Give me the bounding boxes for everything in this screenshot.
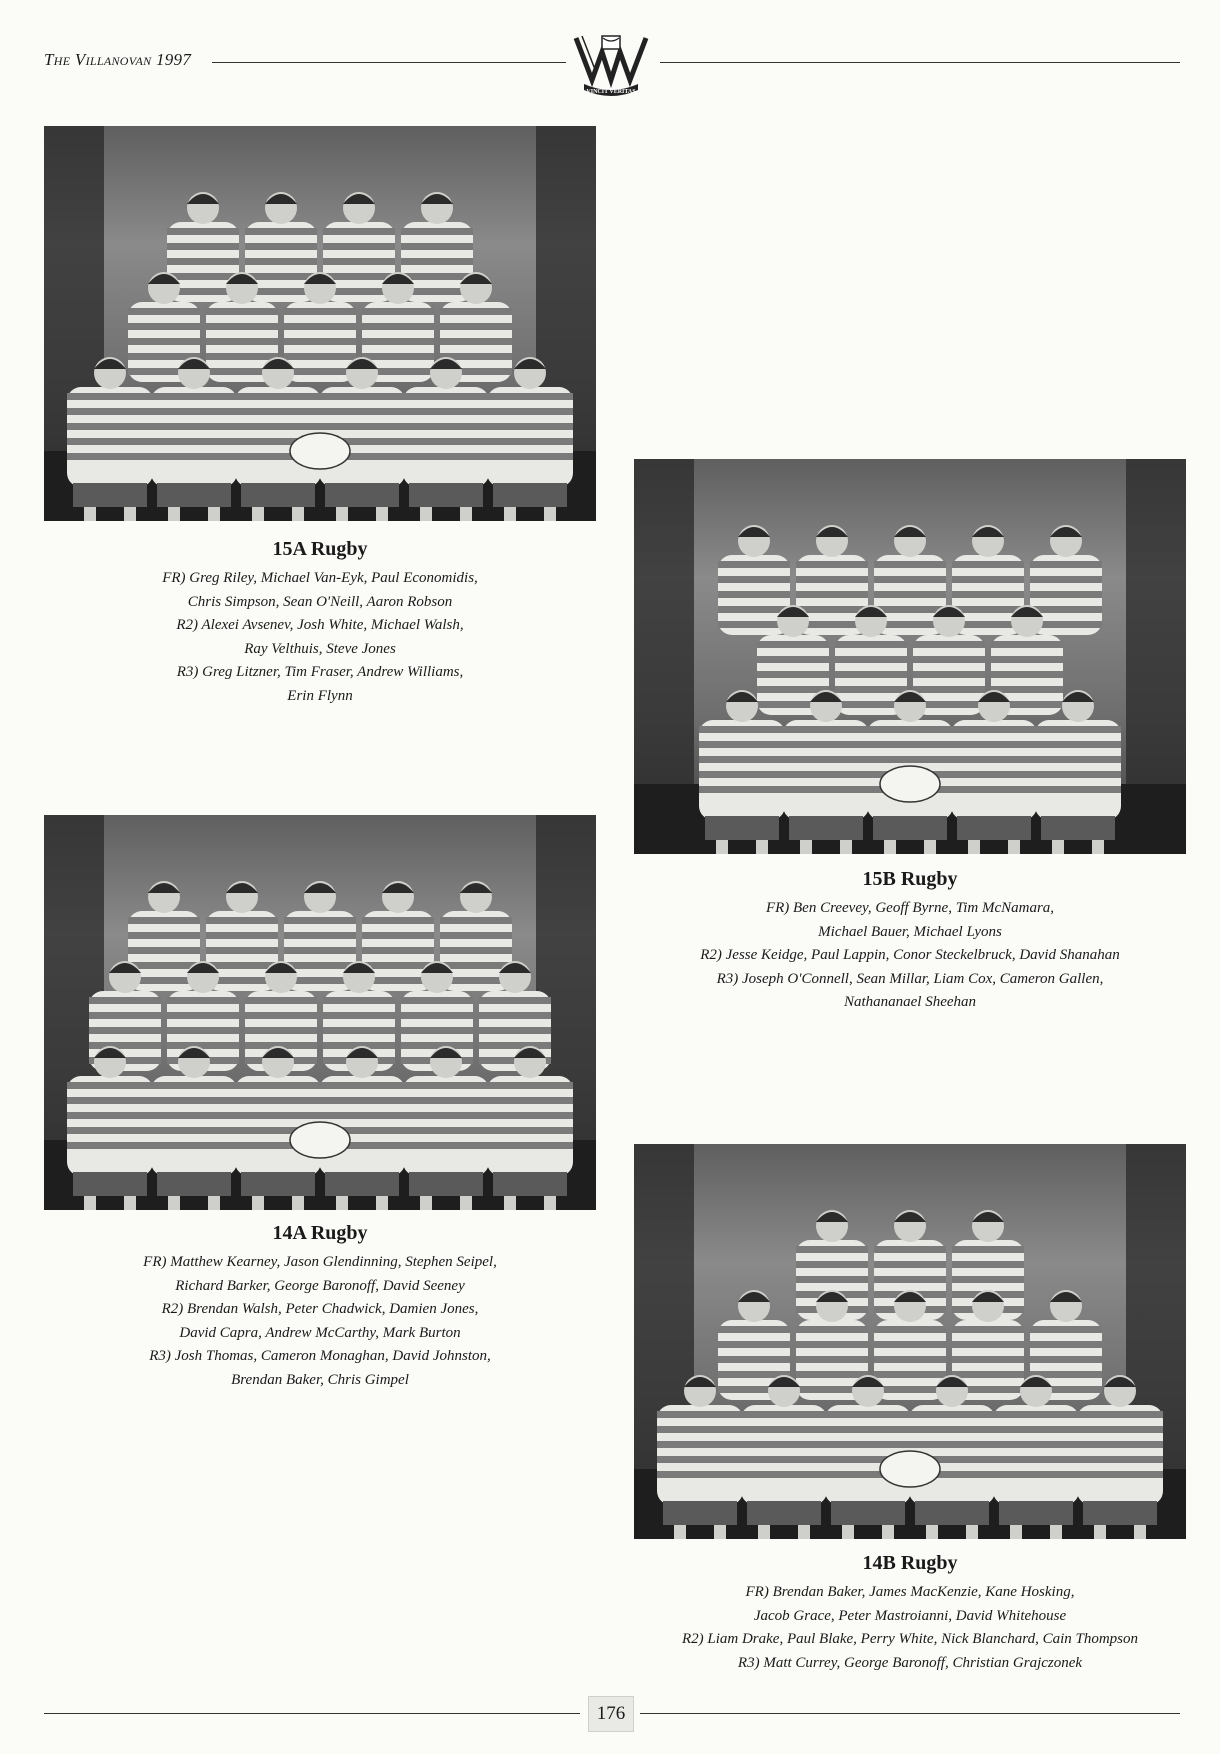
caption-line: R2) Liam Drake, Paul Blake, Perry White, Nick Blanchard, Cain Thompson — [681, 1631, 1139, 1647]
footer-rule-right — [640, 1713, 1180, 1714]
caption-line: Chris Simpson, Sean O'Neill, Aaron Robson — [187, 593, 453, 610]
caption-14a — [40, 1222, 600, 1392]
header-rule-left — [212, 62, 566, 63]
caption-line: FR) Ben Creevey, Geoff Byrne, Tim McNamara, — [765, 900, 1055, 916]
caption-15b — [630, 868, 1190, 1015]
caption-line: FR) Matthew Kearney, Jason Glendinning, Stephen Seipel, — [143, 1254, 497, 1270]
team-photo-14b — [634, 1144, 1186, 1539]
team-title: 15A Rugby — [272, 538, 368, 560]
caption-line: Nathananael Sheehan — [843, 994, 977, 1010]
footer-rule-left — [44, 1713, 580, 1714]
team-photo-15b — [634, 459, 1186, 854]
team-photo-14a — [44, 815, 596, 1210]
caption-line: Erin Flynn — [287, 687, 353, 704]
caption-line: R3) Joseph O'Connell, Sean Millar, Liam Cox, Cameron Gallen, — [716, 970, 1104, 987]
logo-motto: VINCIT VERITAS — [586, 89, 636, 95]
caption-line: Brendan Baker, Chris Gimpel — [231, 1371, 409, 1388]
caption-line: R2) Jesse Keidge, Paul Lappin, Conor Steckelbruck, David Shanahan — [700, 947, 1120, 963]
caption-line: Jacob Grace, Peter Mastroianni, David Whitehouse — [753, 1607, 1067, 1624]
caption-line: FR) Brendan Baker, James MacKenzie, Kane Hosking, — [745, 1584, 1075, 1600]
caption-line: Michael Bauer, Michael Lyons — [818, 923, 1002, 940]
caption-line: FR) Greg Riley, Michael Van-Eyk, Paul Economidis, — [162, 570, 478, 586]
caption-line: R2) Brendan Walsh, Peter Chadwick, Damien Jones, — [161, 1301, 479, 1317]
team-title: 14B Rugby — [862, 1552, 958, 1574]
caption-line: Richard Barker, George Baronoff, David Seeney — [175, 1277, 465, 1294]
caption-line: R3) Matt Currey, George Baronoff, Christian Grajczonek — [737, 1654, 1083, 1671]
caption-line: David Capra, Andrew McCarthy, Mark Burton — [179, 1324, 461, 1341]
page-number: 176 — [588, 1696, 634, 1732]
caption-15a — [40, 538, 600, 708]
team-title: 14A Rugby — [272, 1222, 368, 1244]
school-crest-logo — [572, 30, 650, 100]
team-title: 15B Rugby — [862, 868, 958, 890]
caption-14b — [630, 1552, 1190, 1675]
team-photo-15a — [44, 126, 596, 521]
caption-line: R3) Josh Thomas, Cameron Monaghan, David Johnston, — [149, 1348, 491, 1364]
caption-line: R2) Alexei Avsenev, Josh White, Michael Walsh, — [176, 617, 464, 633]
header-rule-right — [660, 62, 1180, 63]
running-header-title: The Villanovan 1997 — [44, 50, 192, 69]
caption-line: Ray Velthuis, Steve Jones — [244, 640, 396, 657]
caption-line: R3) Greg Litzner, Tim Fraser, Andrew Williams, — [176, 664, 464, 680]
